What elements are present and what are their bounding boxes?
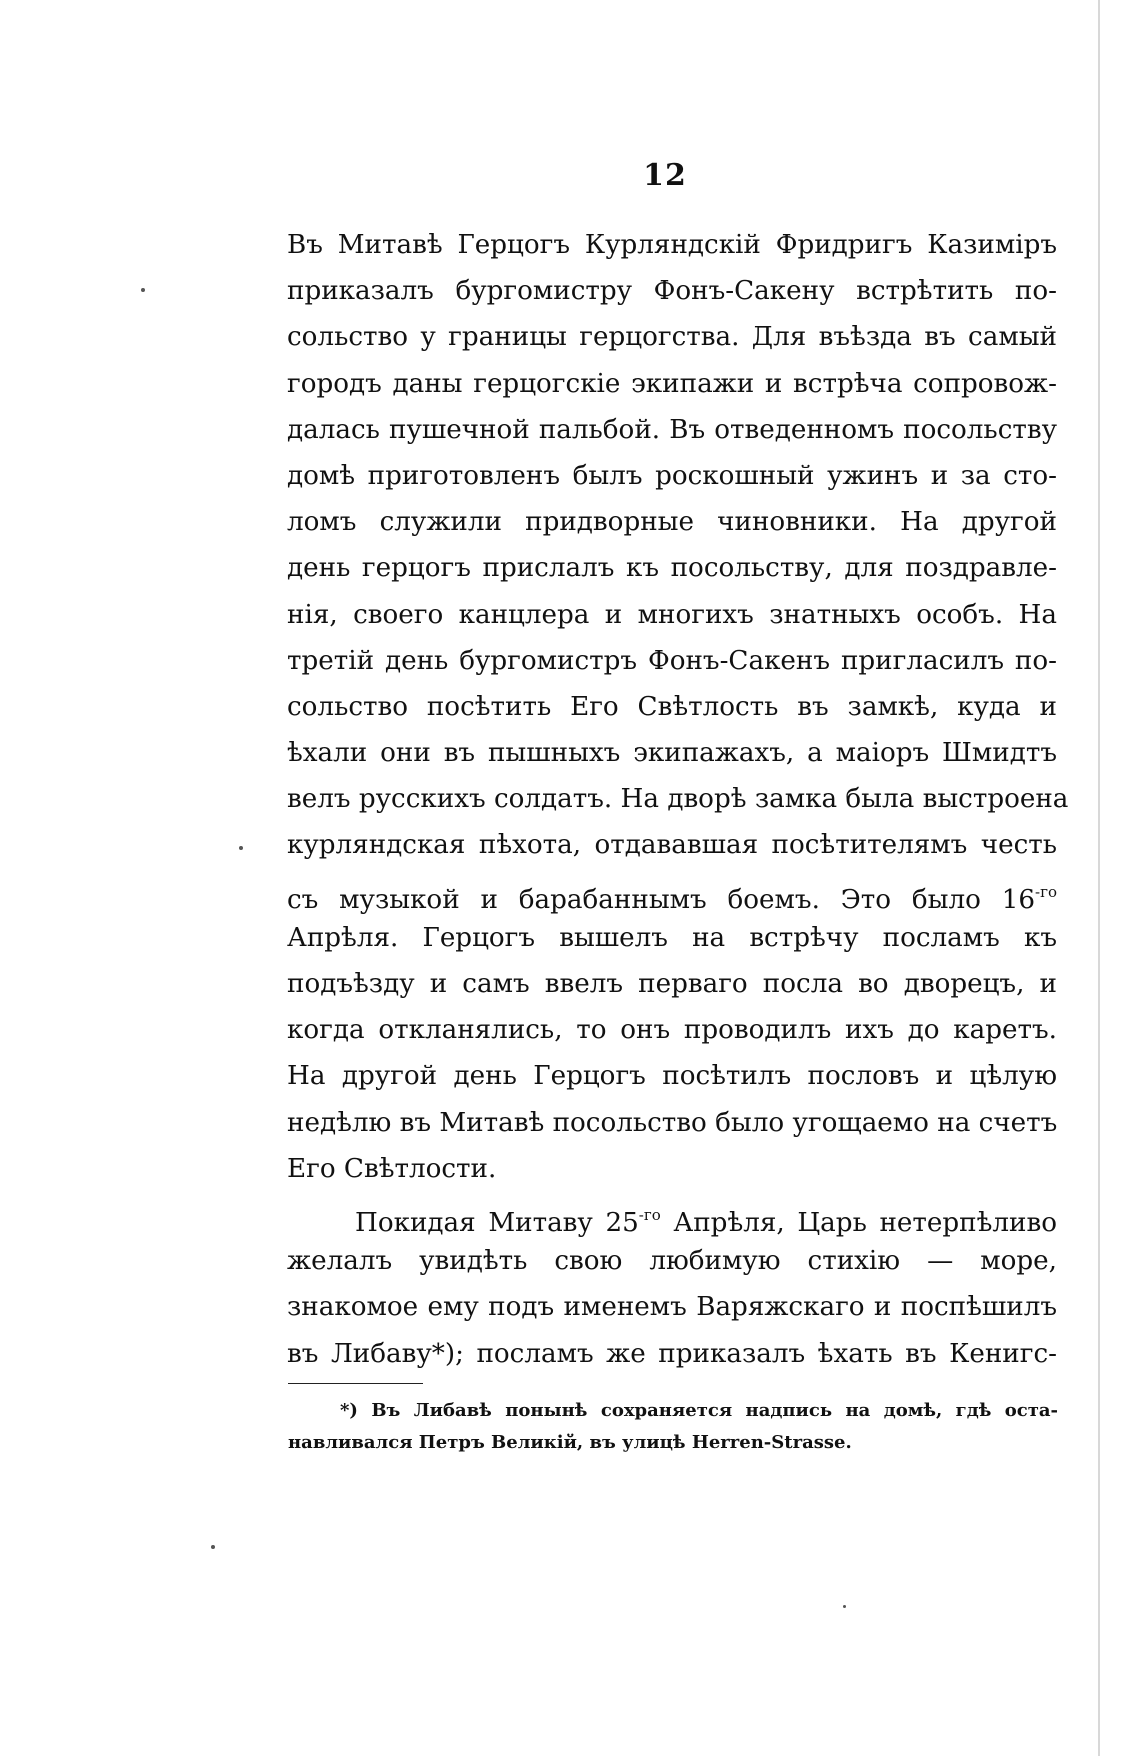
text-line: знакомое ему подъ именемъ Варяжскаго и поспѣшилъ — [287, 1292, 1057, 1323]
paragraph-end-line: Его Свѣтлости. — [287, 1153, 497, 1184]
superscript: -го — [638, 1205, 661, 1224]
footnote-line: *) Въ Либавѣ понынѣ сохраняется надпись на домѣ, гдѣ оста- — [340, 1400, 1058, 1421]
text-line: приказалъ бургомистру Фонъ-Сакену встрѣтить по- — [287, 276, 1057, 307]
scan-speck — [211, 1545, 215, 1549]
scan-speck — [239, 846, 243, 850]
text-run: Покидая Митаву 25 — [355, 1207, 639, 1238]
text-line: третій день бургомистръ Фонъ-Сакенъ пригласилъ по- — [287, 645, 1057, 676]
text-line: сольство посѣтить Его Свѣтлость въ замкѣ, куда и — [287, 691, 1057, 722]
footnote — [288, 1395, 1058, 1459]
text-run: съ музыкой и барабаннымъ боемъ. Это было 16 — [287, 884, 1036, 915]
page-edge-rule — [1098, 0, 1100, 1756]
superscript: -го — [1035, 882, 1057, 901]
text-line: желалъ увидѣть свою любимую стихію — море, — [287, 1246, 1057, 1277]
text-line-with-superscript — [287, 869, 1057, 915]
text-line: Въ Митавѣ Герцогъ Курляндскій Фридригъ Казиміръ — [287, 230, 1057, 260]
scan-speck — [141, 288, 145, 292]
text-line: въ Либаву*); посламъ же приказалъ ѣхать въ Кенигс- — [287, 1338, 1057, 1369]
text-line: день герцогъ прислалъ къ посольству, для поздравле- — [287, 553, 1057, 584]
text-run: Апрѣля, Царь нетерпѣливо — [660, 1207, 1057, 1238]
page-number: 12 — [643, 158, 687, 193]
text-line: далась пушечной пальбой. Въ отведенномъ посольству — [287, 414, 1057, 445]
text-line: сольство у границы герцогства. Для въѣзда въ самый — [287, 322, 1057, 353]
text-line: ломъ служили придворные чиновники. На другой — [287, 507, 1057, 538]
text-line: когда откланялись, то онъ проводилъ ихъ до каретъ. — [287, 1015, 1057, 1046]
scan-speck — [843, 1605, 846, 1608]
paragraph-first-line — [287, 1192, 1057, 1238]
text-line: Апрѣля. Герцогъ вышелъ на встрѣчу посламъ къ — [287, 922, 1057, 953]
text-line: недѣлю въ Митавѣ посольство было угощаемо на счетъ — [287, 1107, 1058, 1138]
text-line: нія, своего канцлера и многихъ знатныхъ особъ. На — [287, 599, 1057, 630]
footnote-line: навливался Петръ Великій, въ улицѣ Herren-Strasse. — [288, 1432, 852, 1453]
text-line: ѣхали они въ пышныхъ экипажахъ, а маіоръ Шмидтъ — [287, 738, 1057, 769]
text-line: домѣ приготовленъ былъ роскошный ужинъ и за сто- — [287, 460, 1057, 491]
footnote-rule — [288, 1383, 423, 1384]
text-line: подъѣзду и самъ ввелъ перваго посла во дворецъ, и — [287, 969, 1057, 999]
text-line: городъ даны герцогскіе экипажи и встрѣча сопровож- — [287, 368, 1057, 399]
text-line: велъ русскихъ солдатъ. На дворѣ замка была выстроена — [287, 784, 1069, 815]
text-line: На другой день Герцогъ посѣтилъ пословъ и цѣлую — [287, 1061, 1057, 1092]
body-text — [287, 222, 1069, 1377]
text-line: курляндская пѣхота, отдававшая посѣтителямъ честь — [287, 830, 1057, 861]
